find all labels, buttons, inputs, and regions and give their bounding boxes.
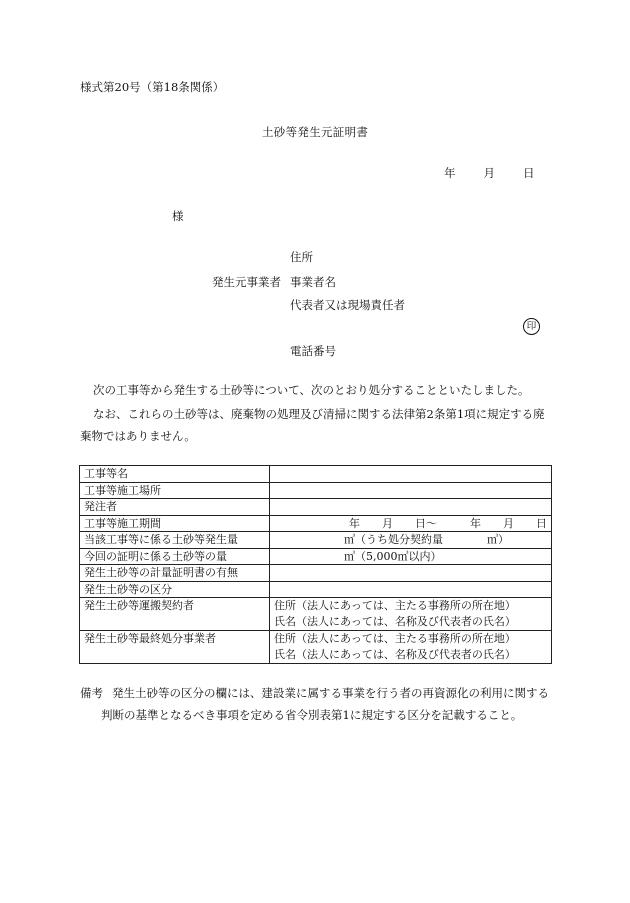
remarks-line-1: 発生土砂等の区分の欄には、建設業に属する事業を行う者の再資源化の利用に関する	[112, 686, 549, 700]
body-paragraph-2: なお、これらの土砂等は、廃棄物の処理及び清掃に関する法律第2条第1項に規定する廃棄物ではありません。	[80, 407, 545, 443]
row-label: 工事等名	[80, 466, 270, 483]
row-label: 発生土砂等の計量証明書の有無	[80, 565, 270, 582]
table-row	[80, 499, 552, 516]
table-row	[80, 532, 552, 549]
remarks-label: 備考	[80, 686, 103, 700]
table-row	[80, 598, 552, 631]
generated-volume-value: ㎥（うち処分契約量 ㎥）	[270, 532, 552, 549]
date-year-label: 年	[444, 166, 456, 180]
remarks	[80, 682, 555, 726]
document-title: 土砂等発生元証明書	[262, 125, 369, 139]
table-row	[80, 548, 552, 565]
name-note: 氏名（法人にあっては、名称及び代表者の氏名）	[274, 615, 516, 628]
table-row	[80, 515, 552, 532]
address-note: 住所（法人にあっては、主たる事務所の所在地）	[274, 632, 516, 645]
row-label: 発注者	[80, 499, 270, 516]
representative-label: 代表者又は現場責任者	[290, 298, 405, 312]
row-label: 当該工事等に係る土砂等発生量	[80, 532, 270, 549]
addressee-suffix: 様	[172, 209, 184, 223]
row-label: 工事等施工期間	[80, 515, 270, 532]
address-note: 住所（法人にあっては、主たる事務所の所在地）	[274, 599, 516, 612]
row-value	[270, 499, 552, 516]
row-label: 工事等施工場所	[80, 482, 270, 499]
phone-label: 電話番号	[290, 344, 336, 358]
seal-icon: 印	[523, 318, 540, 335]
date-day-label: 日	[523, 166, 535, 180]
table-row	[80, 565, 552, 582]
disposal-operator-value	[270, 631, 552, 664]
certificate-table	[79, 465, 552, 664]
row-label: 発生土砂等運搬契約者	[80, 598, 270, 631]
form-number: 様式第20号（第18条関係）	[80, 80, 225, 94]
row-value	[270, 565, 552, 582]
issuer-address-label: 住所	[290, 250, 313, 264]
table-row	[80, 466, 552, 483]
table-row	[80, 482, 552, 499]
row-label: 今回の証明に係る土砂等の量	[80, 548, 270, 565]
row-label: 発生土砂等の区分	[80, 581, 270, 598]
name-note: 氏名（法人にあっては、名称及び代表者の氏名）	[274, 648, 516, 661]
business-name-label: 事業者名	[290, 275, 336, 289]
transport-contractor-value	[270, 598, 552, 631]
date-month-label: 月	[483, 166, 495, 180]
table-row	[80, 581, 552, 598]
remarks-line-2: 判断の基準となるべき事項を定める省令別表第1に規定する区分を記載すること。	[101, 708, 523, 722]
row-value	[270, 482, 552, 499]
table-row	[80, 631, 552, 664]
body-paragraph-1: 次の工事等から発生する土砂等について、次のとおり処分することといたしました。	[93, 383, 530, 397]
date-line	[444, 168, 535, 180]
issuer-role-label: 発生元事業者	[212, 275, 281, 289]
row-label: 発生土砂等最終処分事業者	[80, 631, 270, 664]
construction-period-value: 年 月 日〜 年 月 日	[270, 515, 552, 532]
row-value	[270, 581, 552, 598]
certified-volume-value: ㎥（5,000㎥以内）	[270, 548, 552, 565]
row-value	[270, 466, 552, 483]
